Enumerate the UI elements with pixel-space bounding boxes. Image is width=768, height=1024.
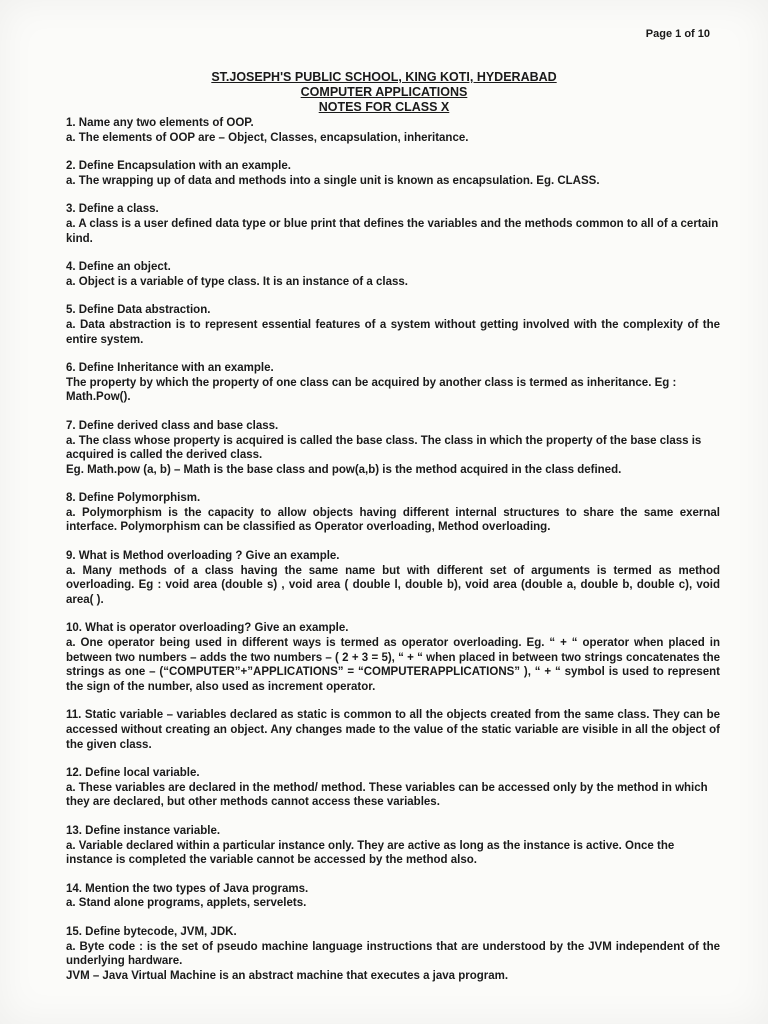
qa-item-8	[66, 491, 720, 535]
answer: a. Data abstraction is to represent essential features of a system without getting involved with the complexity of the entire system.	[66, 318, 720, 346]
answer: 11. Static variable – variables declared as static is common to all the objects created from the same class. They can be accessed without creating an object. Any changes made to the value of the static variable are visible in all the object of the given class.	[66, 709, 720, 751]
answer: a. Object is a variable of type class. It is an instance of a class.	[66, 275, 408, 288]
question: 15. Define bytecode, JVM, JDK.	[66, 925, 237, 938]
answer: The property by which the property of one class can be acquired by another class is termed as inheritance. Eg : Math.Pow().	[66, 376, 677, 404]
answer: a. Many methods of a class having the same name but with different set of arguments is termed as method overloading. Eg : void area (double s) , void area ( double l, double b), void area (double a, double b, double c), void area( ).	[66, 564, 720, 606]
qa-item-9	[66, 549, 720, 607]
answer: a. One operator being used in different ways is termed as operator overloading. Eg. “ + “ operator when placed in between two numbers – adds the two numbers – ( 2 + 3 = 5), “ + “ when placed in between two strings concatenates the strings as one – (“COMPUTER”+”APPLICATIONS” = “COMPUTERAPPLICATIONS” ), “ + “ symbol is used to represent the sign of the number, also used as increment operator.	[66, 637, 720, 693]
question: 10. What is operator overloading? Give an example.	[66, 622, 349, 635]
answer: a. Polymorphism is the capacity to allow objects having different internal structures to share the same exernal interface. Polymorphism can be classified as Operator overloading, Method overloading.	[66, 506, 720, 534]
question: 9. What is Method overloading ? Give an example.	[66, 550, 340, 563]
qa-item-15	[66, 925, 720, 983]
notes-title: NOTES FOR CLASS X	[318, 100, 450, 114]
qa-item-4	[66, 260, 720, 289]
answer: a. Stand alone programs, applets, servelets.	[66, 897, 307, 910]
qa-item-2	[66, 159, 720, 188]
answer: a. The elements of OOP are – Object, Classes, encapsulation, inheritance.	[66, 131, 469, 144]
answer-example: Eg. Math.pow (a, b) – Math is the base class and pow(a,b) is the method acquired in the class defined.	[66, 463, 622, 476]
question: 6. Define Inheritance with an example.	[66, 362, 274, 375]
document-header	[0, 70, 768, 115]
qa-item-13	[66, 824, 720, 868]
question: 4. Define an object.	[66, 261, 171, 274]
qa-item-6	[66, 361, 720, 405]
qa-item-7	[66, 419, 720, 477]
notes-content	[66, 116, 720, 997]
subject-title: COMPUTER APPLICATIONS	[300, 85, 468, 99]
qa-item-12	[66, 766, 720, 810]
answer: a. A class is a user defined data type or blue print that defines the variables and the methods common to all of a certain kind.	[66, 217, 719, 245]
question: 5. Define Data abstraction.	[66, 304, 211, 317]
question: 3. Define a class.	[66, 203, 159, 216]
answer: a. Byte code : is the set of pseudo machine language instructions that are understood by the JVM independent of the underlying hardware.	[66, 940, 720, 968]
answer: a. Variable declared within a particular instance only. They are active as long as the instance is active. Once the instance is completed the variable cannot be accessed by the method also.	[66, 839, 675, 867]
question: 14. Mention the two types of Java programs.	[66, 882, 309, 895]
qa-item-10	[66, 621, 720, 694]
qa-item-14	[66, 882, 720, 911]
question: 1. Name any two elements of OOP.	[66, 117, 254, 129]
answer: a. The wrapping up of data and methods into a single unit is known as encapsulation. Eg. CLASS.	[66, 174, 600, 187]
question: 8. Define Polymorphism.	[66, 492, 201, 505]
qa-item-5	[66, 303, 720, 347]
answer: a. These variables are declared in the method/ method. These variables can be accessed only by the method in which they are declared, but other methods cannot access these variables.	[66, 781, 708, 809]
answer: a. The class whose property is acquired is called the base class. The class in which the property of the base class is acquired is called the derived class.	[66, 434, 702, 462]
qa-item-11	[66, 708, 720, 752]
qa-item-3	[66, 202, 720, 246]
question: 7. Define derived class and base class.	[66, 419, 279, 432]
answer-jvm: JVM – Java Virtual Machine is an abstract machine that executes a java program.	[66, 969, 509, 982]
page-number: Page 1 of 10	[645, 28, 710, 40]
question: 12. Define local variable.	[66, 767, 200, 780]
school-name: ST.JOSEPH'S PUBLIC SCHOOL, KING KOTI, HYDERABAD	[211, 70, 557, 84]
question: 13. Define instance variable.	[66, 824, 221, 837]
question: 2. Define Encapsulation with an example.	[66, 160, 291, 173]
qa-item-1	[66, 116, 720, 145]
